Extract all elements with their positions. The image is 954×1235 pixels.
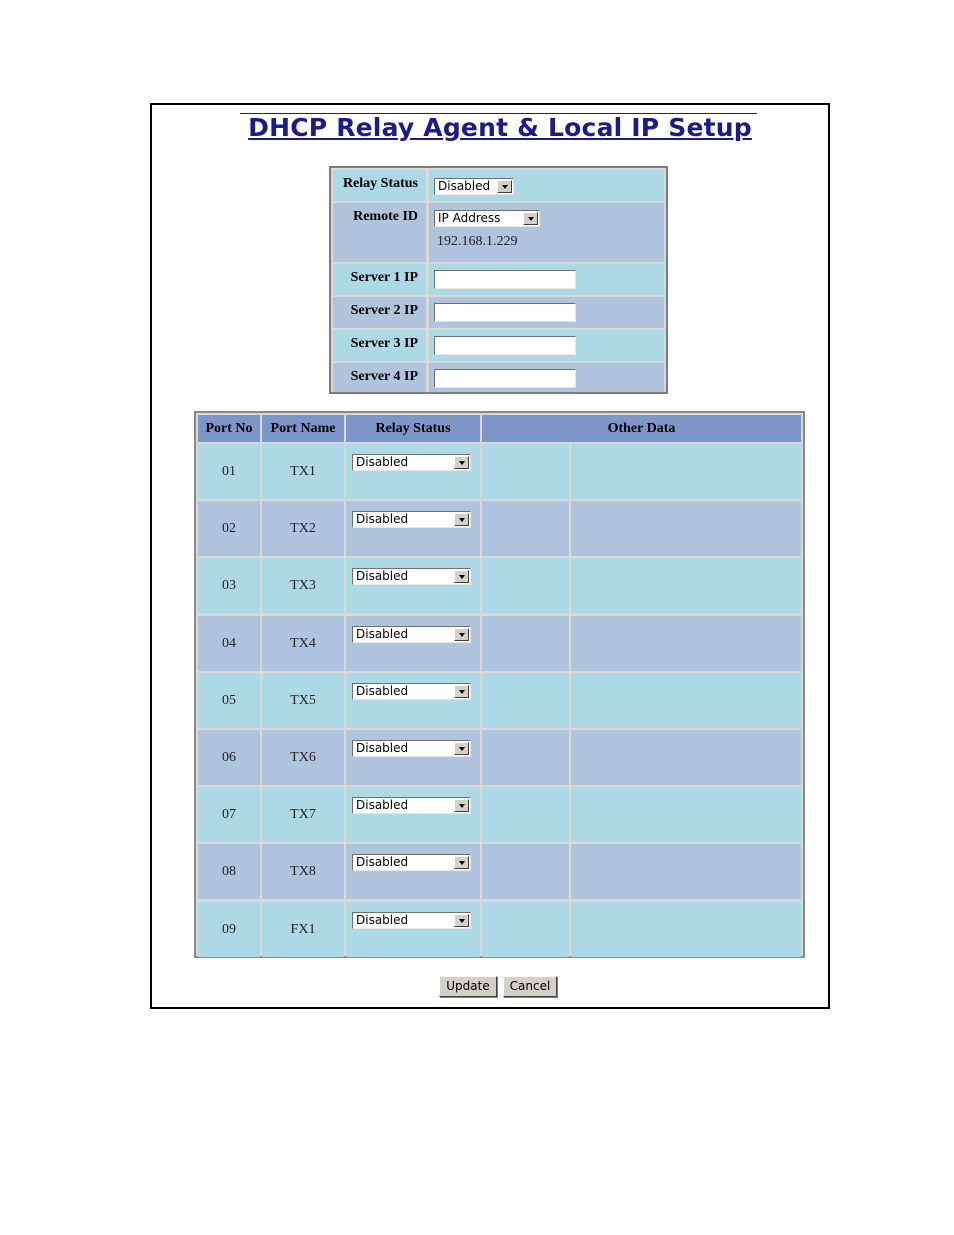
relay-status-cell [346, 616, 480, 671]
server3-ip-input[interactable] [434, 336, 576, 355]
port-relay-status-value: Disabled [356, 741, 409, 755]
port-relay-status-value: Disabled [356, 569, 409, 584]
chevron-down-icon[interactable] [454, 570, 469, 583]
chevron-down-icon[interactable] [497, 180, 512, 193]
port-no-cell: 07 [198, 787, 260, 842]
table-row [198, 844, 801, 899]
port-relay-status-select[interactable] [352, 511, 471, 528]
server2-ip-input[interactable] [434, 303, 576, 322]
remote-id-row [333, 203, 664, 262]
port-relay-status-select[interactable] [352, 626, 471, 643]
setup-panel [150, 103, 830, 1009]
server2-row [333, 297, 664, 328]
table-row [198, 558, 801, 613]
chevron-down-icon[interactable] [454, 856, 469, 869]
other-data-cell [571, 730, 801, 785]
remote-id-cell [429, 203, 664, 262]
other-data-cell [482, 902, 569, 957]
port-relay-status-value: Disabled [356, 912, 409, 927]
relay-status-cell [346, 902, 480, 957]
cancel-button[interactable]: Cancel [503, 976, 557, 997]
port-name-cell: TX6 [262, 730, 344, 785]
port-relay-status-select[interactable] [352, 912, 471, 929]
remote-id-select[interactable] [434, 210, 540, 227]
port-relay-status-value: Disabled [356, 626, 409, 641]
port-no-cell: 04 [198, 616, 260, 671]
port-relay-status-select[interactable] [352, 854, 471, 871]
relay-status-cell [346, 730, 480, 785]
remote-id-label: Remote ID [333, 203, 426, 262]
port-relay-status-select[interactable] [352, 740, 471, 757]
server2-label: Server 2 IP [333, 297, 426, 328]
port-relay-status-value: Disabled [356, 855, 409, 870]
chevron-down-icon[interactable] [454, 742, 469, 755]
relay-status-cell [346, 558, 480, 613]
header-port-name: Port Name [262, 415, 344, 442]
remote-id-ip: 192.168.1.229 [437, 234, 518, 249]
port-relay-status-select[interactable] [352, 568, 471, 585]
port-name-cell: FX1 [262, 902, 344, 957]
table-row [198, 616, 801, 671]
port-name-cell: TX2 [262, 501, 344, 556]
port-name-cell: TX1 [262, 444, 344, 499]
relay-status-select-value: Disabled [438, 179, 491, 193]
other-data-cell [571, 673, 801, 728]
server1-cell [429, 264, 664, 295]
port-no-cell: 09 [198, 902, 260, 957]
port-name-cell: TX4 [262, 616, 344, 671]
table-row [198, 444, 801, 499]
other-data-cell [482, 444, 569, 499]
table-row [198, 730, 801, 785]
relay-status-label: Relay Status [333, 170, 426, 201]
other-data-cell [482, 616, 569, 671]
other-data-cell [571, 902, 801, 957]
table-row [198, 501, 801, 556]
header-other-data: Other Data [482, 415, 801, 442]
relay-status-select[interactable] [434, 178, 514, 195]
other-data-cell [571, 501, 801, 556]
other-data-cell [482, 501, 569, 556]
relay-status-cell [346, 501, 480, 556]
relay-status-cell [346, 844, 480, 899]
port-no-cell: 05 [198, 673, 260, 728]
relay-config-table [329, 166, 668, 394]
port-name-cell: TX7 [262, 787, 344, 842]
port-name-cell: TX8 [262, 844, 344, 899]
other-data-cell [482, 673, 569, 728]
relay-status-cell [429, 170, 664, 201]
chevron-down-icon[interactable] [454, 799, 469, 812]
server4-label: Server 4 IP [333, 363, 426, 392]
header-relay-status: Relay Status [346, 415, 480, 442]
port-no-cell: 06 [198, 730, 260, 785]
port-relay-status-value: Disabled [356, 683, 409, 698]
server4-row [333, 363, 664, 392]
port-relay-status-value: Disabled [356, 455, 409, 469]
other-data-cell [482, 787, 569, 842]
port-no-cell: 02 [198, 501, 260, 556]
other-data-cell [571, 558, 801, 613]
other-data-cell [482, 730, 569, 785]
relay-status-cell [346, 673, 480, 728]
server3-cell [429, 330, 664, 361]
chevron-down-icon[interactable] [454, 513, 469, 526]
server4-cell [429, 363, 664, 392]
port-name-cell: TX5 [262, 673, 344, 728]
table-row [198, 787, 801, 842]
remote-id-select-value: IP Address [438, 211, 501, 225]
relay-status-cell [346, 787, 480, 842]
port-relay-status-select[interactable] [352, 683, 471, 700]
port-name-cell: TX3 [262, 558, 344, 613]
port-relay-status-value: Disabled [356, 798, 409, 813]
table-row [198, 902, 801, 957]
port-no-cell: 03 [198, 558, 260, 613]
chevron-down-icon[interactable] [523, 212, 538, 225]
server2-cell [429, 297, 664, 328]
update-button[interactable]: Update [439, 976, 497, 997]
server1-label: Server 1 IP [333, 264, 426, 295]
other-data-cell [482, 844, 569, 899]
relay-status-cell [346, 444, 480, 499]
port-relay-table [194, 411, 805, 958]
server1-ip-input[interactable] [434, 270, 576, 289]
other-data-cell [482, 558, 569, 613]
table-row [198, 673, 801, 728]
port-relay-status-select[interactable] [352, 454, 471, 471]
chevron-down-icon[interactable] [454, 914, 469, 927]
chevron-down-icon[interactable] [454, 456, 469, 469]
header-port-no: Port No [198, 415, 260, 442]
port-no-cell: 08 [198, 844, 260, 899]
relay-status-row [333, 170, 664, 201]
port-relay-status-value: Disabled [356, 512, 409, 527]
other-data-cell [571, 444, 801, 499]
page-title: DHCP Relay Agent & Local IP Setup [248, 113, 752, 142]
port-no-cell: 01 [198, 444, 260, 499]
server3-label: Server 3 IP [333, 330, 426, 361]
chevron-down-icon[interactable] [454, 685, 469, 698]
server1-row [333, 264, 664, 295]
chevron-down-icon[interactable] [454, 628, 469, 641]
other-data-cell [571, 616, 801, 671]
port-relay-status-select[interactable] [352, 797, 471, 814]
server4-ip-input[interactable] [434, 369, 576, 388]
other-data-cell [571, 787, 801, 842]
other-data-cell [571, 844, 801, 899]
server3-row [333, 330, 664, 361]
